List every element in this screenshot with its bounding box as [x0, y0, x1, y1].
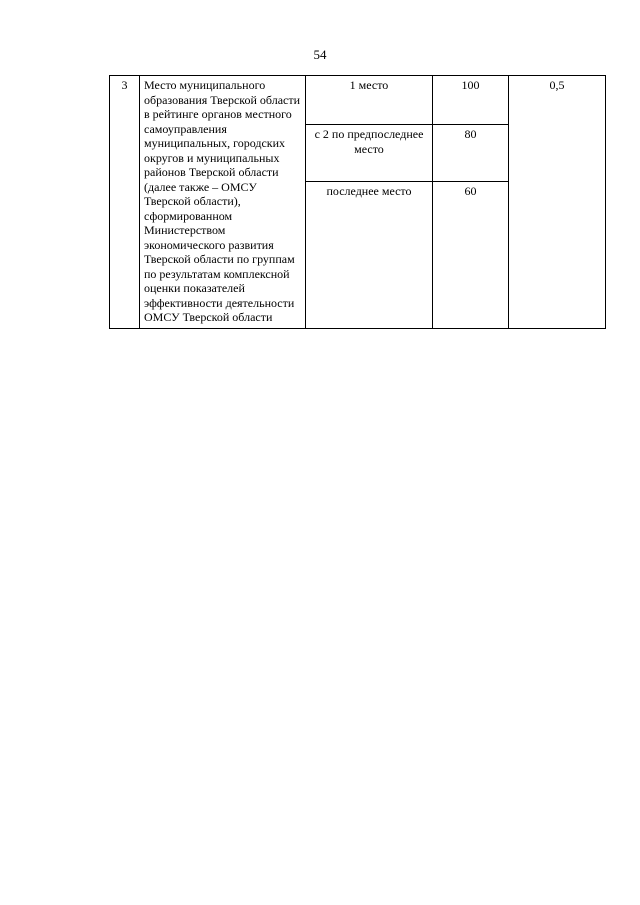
- weight-cell: 0,5: [509, 76, 606, 329]
- place-cell: с 2 по предпоследнее место: [306, 125, 433, 182]
- table-row: [110, 76, 606, 125]
- place-cell: последнее место: [306, 182, 433, 329]
- score-cell: 60: [433, 182, 509, 329]
- criteria-table: [109, 75, 606, 329]
- criterion-description-cell: Место муниципального образования Тверской области в рейтинге органов местного самоуправления муниципальных, городских округов и муниципальных районов Тверской области (далее также – ОМСУ Тверской области), сформированном Министерством экономического развития Тверской области по группам по результатам комплексной оценки показателей эффективности деятельности ОМСУ Тверской области: [140, 76, 306, 329]
- page-number: 54: [313, 47, 327, 62]
- place-cell: 1 место: [306, 76, 433, 125]
- score-cell: 100: [433, 76, 509, 125]
- row-number-cell: 3: [110, 76, 140, 329]
- score-cell: 80: [433, 125, 509, 182]
